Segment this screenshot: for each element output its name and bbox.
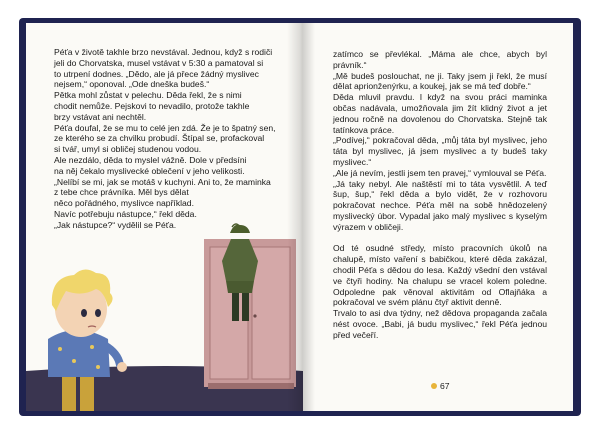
left-page (26, 23, 303, 411)
text-line: „Nelíbí se mi, jak se motáš v kuchyni. Ani to, že maminka (54, 176, 271, 187)
text-line: to utrpení dodnes. „Dědo, ale já přece žádný myslivec (54, 68, 259, 79)
text-line: Péťa v životě takhle brzo nevstával. Jednou, když s rodiči (54, 47, 273, 57)
text-line: Péťa doufal, že se mu to celé jen zdá. Že je to špatný sen, (54, 122, 276, 133)
right-page (303, 23, 573, 411)
text-line: jeli do Chorvatska, musel vstávat v 5:30 a pamatoval si (54, 57, 264, 68)
paragraph-gap (333, 233, 547, 244)
paragraph: „Ale já nevím, jestli jsem ten pravej,“ vymlouval se Péťa. (333, 167, 547, 178)
right-page-text (333, 49, 547, 341)
text-line: Navíc potřebuju nástupce,“ řekl děda. (54, 208, 197, 219)
text-line: brzy vstávat ani nechtěl. (54, 111, 147, 122)
paragraph: zatímco se převlékal. „Máma ale chce, abych byl právník.“ (333, 49, 547, 70)
page-number-dot-icon (431, 383, 437, 389)
paragraph: „Podívej,“ pokračoval děda, „můj táta byl myslivec, jeho táta byl myslivec, já jsem myslivec a ty budeš taky myslivec.“ (333, 135, 547, 167)
page-number-value: 67 (440, 381, 450, 391)
text-line: na něj čekalo myslivecké oblečení v jeho velikosti. (54, 165, 245, 176)
left-page-text (54, 47, 296, 231)
book-gutter (287, 23, 315, 411)
text-line: chodit nemůže. Pejskovi to nevadilo, protože takhle (54, 100, 250, 111)
paragraph: Od té osudné středy, místo pracovních úkolů na chalupě, místo vaření s babičkou, které děda zakázal, chodil Péťa s dědou do lesa. Každý všední den vstával ve čtyři hodiny. Na chalupu se vracel kolem poledne. Odpoledne pak věnoval aktivitám od Oflajňáka a pokračoval ve svém plánu čtyř aktivit denně. (333, 243, 547, 308)
text-line: nejsem,“ oponoval. „Ode dneška budeš.“ (54, 79, 210, 90)
paragraph: „Mě budeš poslouchat, ne ji. Taky jsem ji řekl, že musí dělat aprionženýrku, a koukej, jak se má teď dobře.“ (333, 70, 547, 92)
text-line: si tvář, umyl si obličej studenou vodou. (54, 144, 202, 155)
text-line: ze kterého se za chvilku probudí. Štípal se, profackoval (54, 133, 265, 144)
boy-and-wardrobe-illustration (26, 221, 303, 411)
text-line: něco pořádného, myslivce například. (54, 198, 194, 209)
paragraph: Děda mluvil pravdu. I když na svou práci maminka občas nadávala, umožňovala jim žít klidný život a jet jednou ročně na dovolenou do Chorvatska. Stejně tak tatínkova práce. (333, 92, 547, 135)
text-line: Ale nezdálo, děda to myslel vážně. Dole v předsíni (54, 154, 247, 165)
page-number (431, 381, 450, 391)
text-line: z tebe chce právníka. Měl bys dělat (54, 187, 189, 198)
paragraph: Trvalo to asi dva týdny, než dědova propaganda začala nést ovoce. „Babi, já budu myslivec,“ řekl Péťa jednou před večeří. (333, 308, 547, 340)
paragraph: „Já taky nebyl. Ale naštěstí mi to táta vysvětlil. A teď šup, šup,“ řekl děda a bylo vidět, že v rozhovoru pokračovat nechce. Péťa měl na sobě hnědozelený myslivecký úbor. Vypadal jako malý myslivec s kyselým výrazem v obličeji. (333, 178, 547, 232)
text-line: „Jak nástupce?“ vydělil se Péťa. (54, 219, 177, 230)
text-line: Pětka mohl zůstat v pelechu. Děda řekl, že s nimi (54, 90, 242, 101)
